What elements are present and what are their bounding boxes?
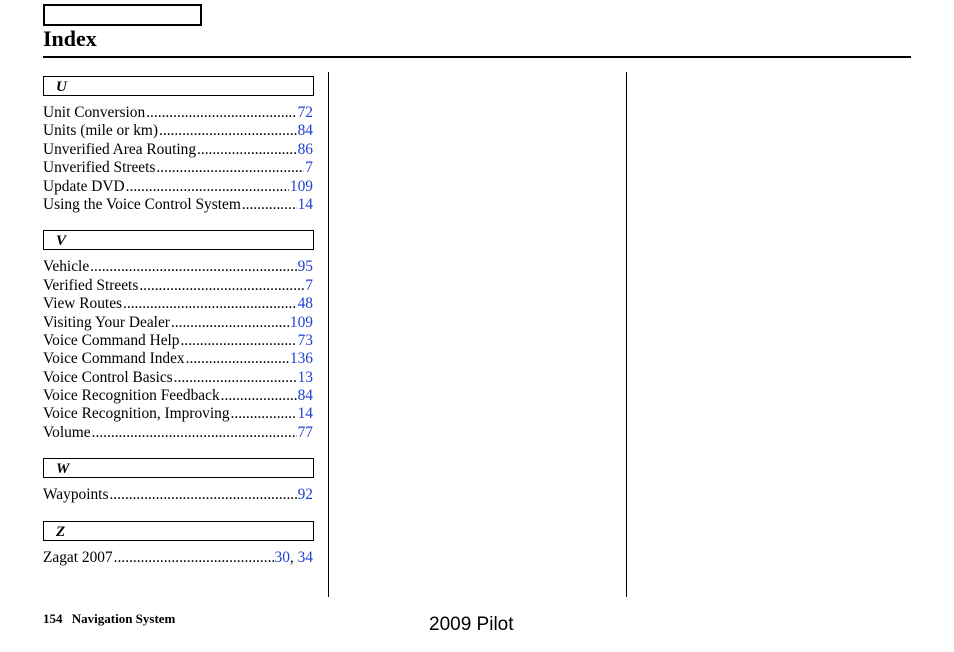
footer-page-info [43,611,175,627]
entry-label: Voice Recognition Feedback [43,387,220,405]
section-letter-v: V [43,230,314,250]
entry-pages [305,277,313,295]
page-link[interactable]: 95 [297,258,313,276]
entry-pages [298,369,313,387]
dot-leader [146,104,296,122]
entry-pages [298,295,313,313]
entry-pages [298,405,313,423]
index-entry [43,387,313,405]
entry-label: Visiting Your Dealer [43,313,170,331]
entry-label: Verified Streets [43,276,139,294]
entry-label: Units (mile or km) [43,122,158,140]
footer-model: 2009 Pilot [429,614,514,635]
dot-leader [221,387,297,405]
index-entry [43,141,313,159]
dot-leader [181,332,297,350]
column-divider [626,72,627,597]
dot-leader [139,277,304,295]
index-entry [43,104,313,122]
page-link[interactable]: 92 [297,486,313,504]
entry-label: Unit Conversion [43,104,146,121]
dot-leader [171,314,289,332]
index-entry [43,196,313,214]
page-link[interactable]: 86 [297,140,313,158]
entry-list [43,549,313,567]
index-entry [43,277,313,295]
entry-pages [298,387,313,405]
dot-leader [126,178,289,196]
page-link[interactable]: 14 [297,195,313,213]
entry-list [43,104,313,214]
entry-label: Update DVD [43,177,125,195]
index-entry [43,424,313,442]
index-entry [43,350,313,368]
entry-pages [298,258,313,276]
entry-label: Unverified Area Routing [43,140,197,158]
page-number: 154 [43,611,63,626]
entry-label: View Routes [43,295,123,313]
entry-pages [298,486,313,504]
entry-label: Voice Control Basics [43,368,173,386]
index-entry [43,332,313,350]
page-link[interactable]: 14 [297,405,313,423]
page-link[interactable]: 7 [305,159,313,177]
entry-label: Waypoints [43,486,109,504]
dot-leader [231,405,297,423]
dot-leader [123,295,297,313]
dot-leader [114,549,274,567]
index-entry [43,122,313,140]
page-link[interactable]: 77 [297,423,313,441]
entry-label: Voice Recognition, Improving [43,405,230,423]
entry-label: Using the Voice Control System [43,195,241,213]
dot-leader [197,141,297,159]
entry-pages [298,104,313,122]
entry-pages [298,122,313,140]
page-link[interactable]: 109 [289,177,313,195]
dot-leader [186,350,289,368]
section-name: Navigation System [71,611,176,626]
index-entry [43,314,313,332]
entry-pages [290,350,313,368]
entry-pages [298,332,313,350]
entry-pages [298,141,313,159]
page-link[interactable]: 30 [274,548,290,566]
entry-list [43,258,313,442]
page-title: Index [43,26,97,51]
entry-pages [290,314,313,332]
index-entry [43,486,313,504]
index-entry [43,549,313,567]
section-letter-z: Z [43,521,314,541]
entry-label: Volume [43,423,91,441]
entry-pages [305,159,313,177]
dot-leader [156,159,304,177]
page-link[interactable]: 13 [297,368,313,386]
index-entry [43,369,313,387]
index-entry [43,178,313,196]
entry-label: Vehicle [43,258,90,276]
index-entry [43,258,313,276]
index-entry [43,295,313,313]
page-link[interactable]: 84 [297,387,313,405]
index-entry [43,405,313,423]
index-entry [43,159,313,177]
header-tab-box [43,4,202,26]
index-column [43,76,313,583]
page-link[interactable]: 34 [297,548,313,566]
dot-leader [242,196,297,214]
column-divider [328,72,329,597]
dot-leader [174,369,297,387]
page-separator: , [289,548,298,566]
page-link[interactable]: 48 [297,295,313,313]
page-link[interactable]: 72 [297,104,313,121]
page-link[interactable]: 84 [297,122,313,140]
entry-pages [275,549,313,567]
page-link[interactable]: 73 [297,331,313,349]
dot-leader [159,122,297,140]
entry-label: Voice Command Help [43,331,180,349]
title-rule [43,56,911,58]
page-link[interactable]: 7 [305,276,313,294]
dot-leader [90,258,296,276]
section-letter-u: U [43,76,314,96]
entry-label: Zagat 2007 [43,548,113,566]
entry-pages [298,424,313,442]
page-link[interactable]: 109 [289,313,313,331]
section-letter-w: W [43,458,314,478]
entry-label: Voice Command Index [43,350,185,368]
dot-leader [109,486,296,504]
page-link[interactable]: 136 [289,350,313,368]
dot-leader [92,424,297,442]
entry-pages [290,178,313,196]
entry-pages [298,196,313,214]
entry-label: Unverified Streets [43,159,156,177]
entry-list [43,486,313,504]
